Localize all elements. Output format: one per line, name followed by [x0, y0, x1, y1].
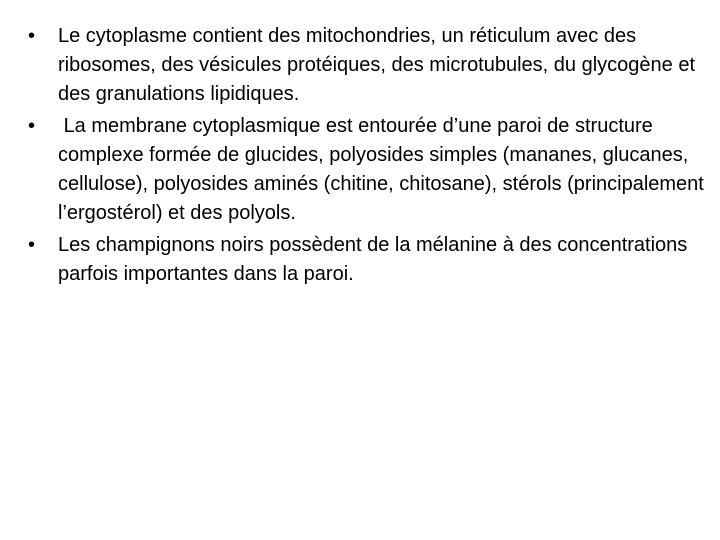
bullet-dot-icon: •: [28, 25, 36, 47]
bullet-text: La membrane cytoplasmique est entourée d’une paroi de structure complexe formée de glucides, polyosides simples (mananes, glucanes, cellulose), polyosides aminés (chitine, chitosane), stérols (principalement l’ergostérol) et des polyols.: [58, 115, 710, 224]
bullet-text: Le cytoplasme contient des mitochondries, un réticulum avec des ribosomes, des vésicules protéiques, des microtubules, du glycogène et des granulations lipidiques.: [58, 25, 696, 105]
bullet-item-cytoplasme: [28, 22, 708, 109]
bullet-dot-icon: •: [28, 115, 36, 137]
bullet-item-membrane: [28, 112, 708, 228]
bullet-item-champignons: [28, 231, 708, 289]
bullet-list: [28, 22, 708, 292]
bullet-text: Les champignons noirs possèdent de la mélanine à des concentrations parfois importantes dans la paroi.: [58, 234, 688, 285]
bullet-dot-icon: •: [28, 234, 36, 256]
